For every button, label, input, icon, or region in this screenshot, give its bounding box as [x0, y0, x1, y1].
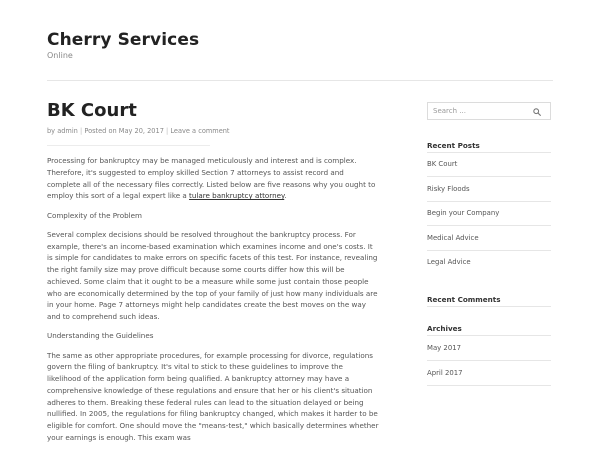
tulare-bankruptcy-attorney-link[interactable]: tulare bankruptcy attorney	[189, 191, 285, 201]
recent-posts-title: Recent Posts	[427, 141, 480, 150]
widget-divider	[427, 250, 551, 251]
widget-divider	[427, 201, 551, 202]
recent-post-link[interactable]: Risky Floods	[427, 185, 470, 193]
archives-title: Archives	[427, 324, 462, 333]
widget-divider	[427, 306, 551, 307]
post-date-link[interactable]: May 20, 2017	[118, 127, 164, 135]
meta-separator: |	[166, 127, 169, 135]
meta-posted-on-label: Posted on	[84, 127, 117, 135]
post-meta	[47, 127, 230, 135]
post-paragraph: Several complex decisions should be resolved throughout the bankruptcy process. For example, there's an income-based examination which examines income and one's costs. It is simple for candidates to make errors on specific facets of this test. For instance, revealing the right family size may prove difficult because some courts differ how this will be achieved. Some claim that it ought to be a measure while some just contain those people who are economically determined by the top of your family of just how many individuals are in your home. Page 7 attorneys might help candidates create the best moves on the way and to comprehend such ideas.	[47, 229, 378, 321]
widget-divider	[427, 385, 551, 386]
widget-divider	[427, 225, 551, 226]
post-paragraph: The same as other appropriate procedures, for example processing for divorce, regulations govern the filing of bankruptcy. It's vital to stick to these guidelines to improve the likelihood of the application form being qualified. A bankruptcy attorney may have a comprehensive knowledge of these regulations and ensure that her or his client's situation adheres to them. Breaking these federal rules can lead to the situation delayed or being nullified. In 2005, the regulations for filing bankruptcy changed, which makes it harder to be eligible for comfort. One should move the "means-test," which basically determines whether your earnings is enough. This exam was	[47, 350, 379, 442]
widget-divider	[427, 335, 551, 336]
post-title[interactable]: BK Court	[47, 100, 137, 121]
archive-link[interactable]: April 2017	[427, 369, 463, 377]
header-divider	[47, 80, 553, 81]
paragraph-text: .	[284, 191, 287, 201]
section-heading: Understanding the Guidelines	[47, 331, 154, 341]
widget-divider	[427, 360, 551, 361]
post-body	[47, 155, 379, 451]
recent-comments-title: Recent Comments	[427, 295, 501, 304]
recent-post-link[interactable]: Legal Advice	[427, 258, 471, 266]
widget-divider	[427, 176, 551, 177]
recent-post-link[interactable]: Medical Advice	[427, 234, 479, 242]
meta-by-label: by	[47, 127, 56, 135]
author-link[interactable]: admin	[57, 127, 78, 135]
paragraph-text: Processing for bankruptcy may be managed meticulously and interest and is complex. Therefore, it's suggested to employ skilled Section 7 attorneys to assist record and complete all of the necessary files correctly. Listed below are five reasons why you ought to employ this sort of a legal expert like a	[47, 156, 376, 201]
post-paragraph	[47, 155, 379, 202]
meta-separator: |	[79, 127, 83, 135]
search-input[interactable]	[428, 103, 550, 119]
recent-post-link[interactable]: BK Court	[427, 160, 458, 168]
section-heading: Complexity of the Problem	[47, 210, 142, 220]
leave-comment-link[interactable]: Leave a comment	[170, 127, 230, 135]
meta-divider	[47, 145, 210, 146]
search-icon[interactable]	[533, 108, 541, 116]
archive-link[interactable]: May 2017	[427, 344, 461, 352]
widget-divider	[427, 152, 551, 153]
search-form	[427, 102, 551, 120]
recent-post-link[interactable]: Begin your Company	[427, 209, 500, 217]
site-title[interactable]: Cherry Services	[47, 30, 200, 50]
site-tagline: Online	[47, 51, 73, 60]
